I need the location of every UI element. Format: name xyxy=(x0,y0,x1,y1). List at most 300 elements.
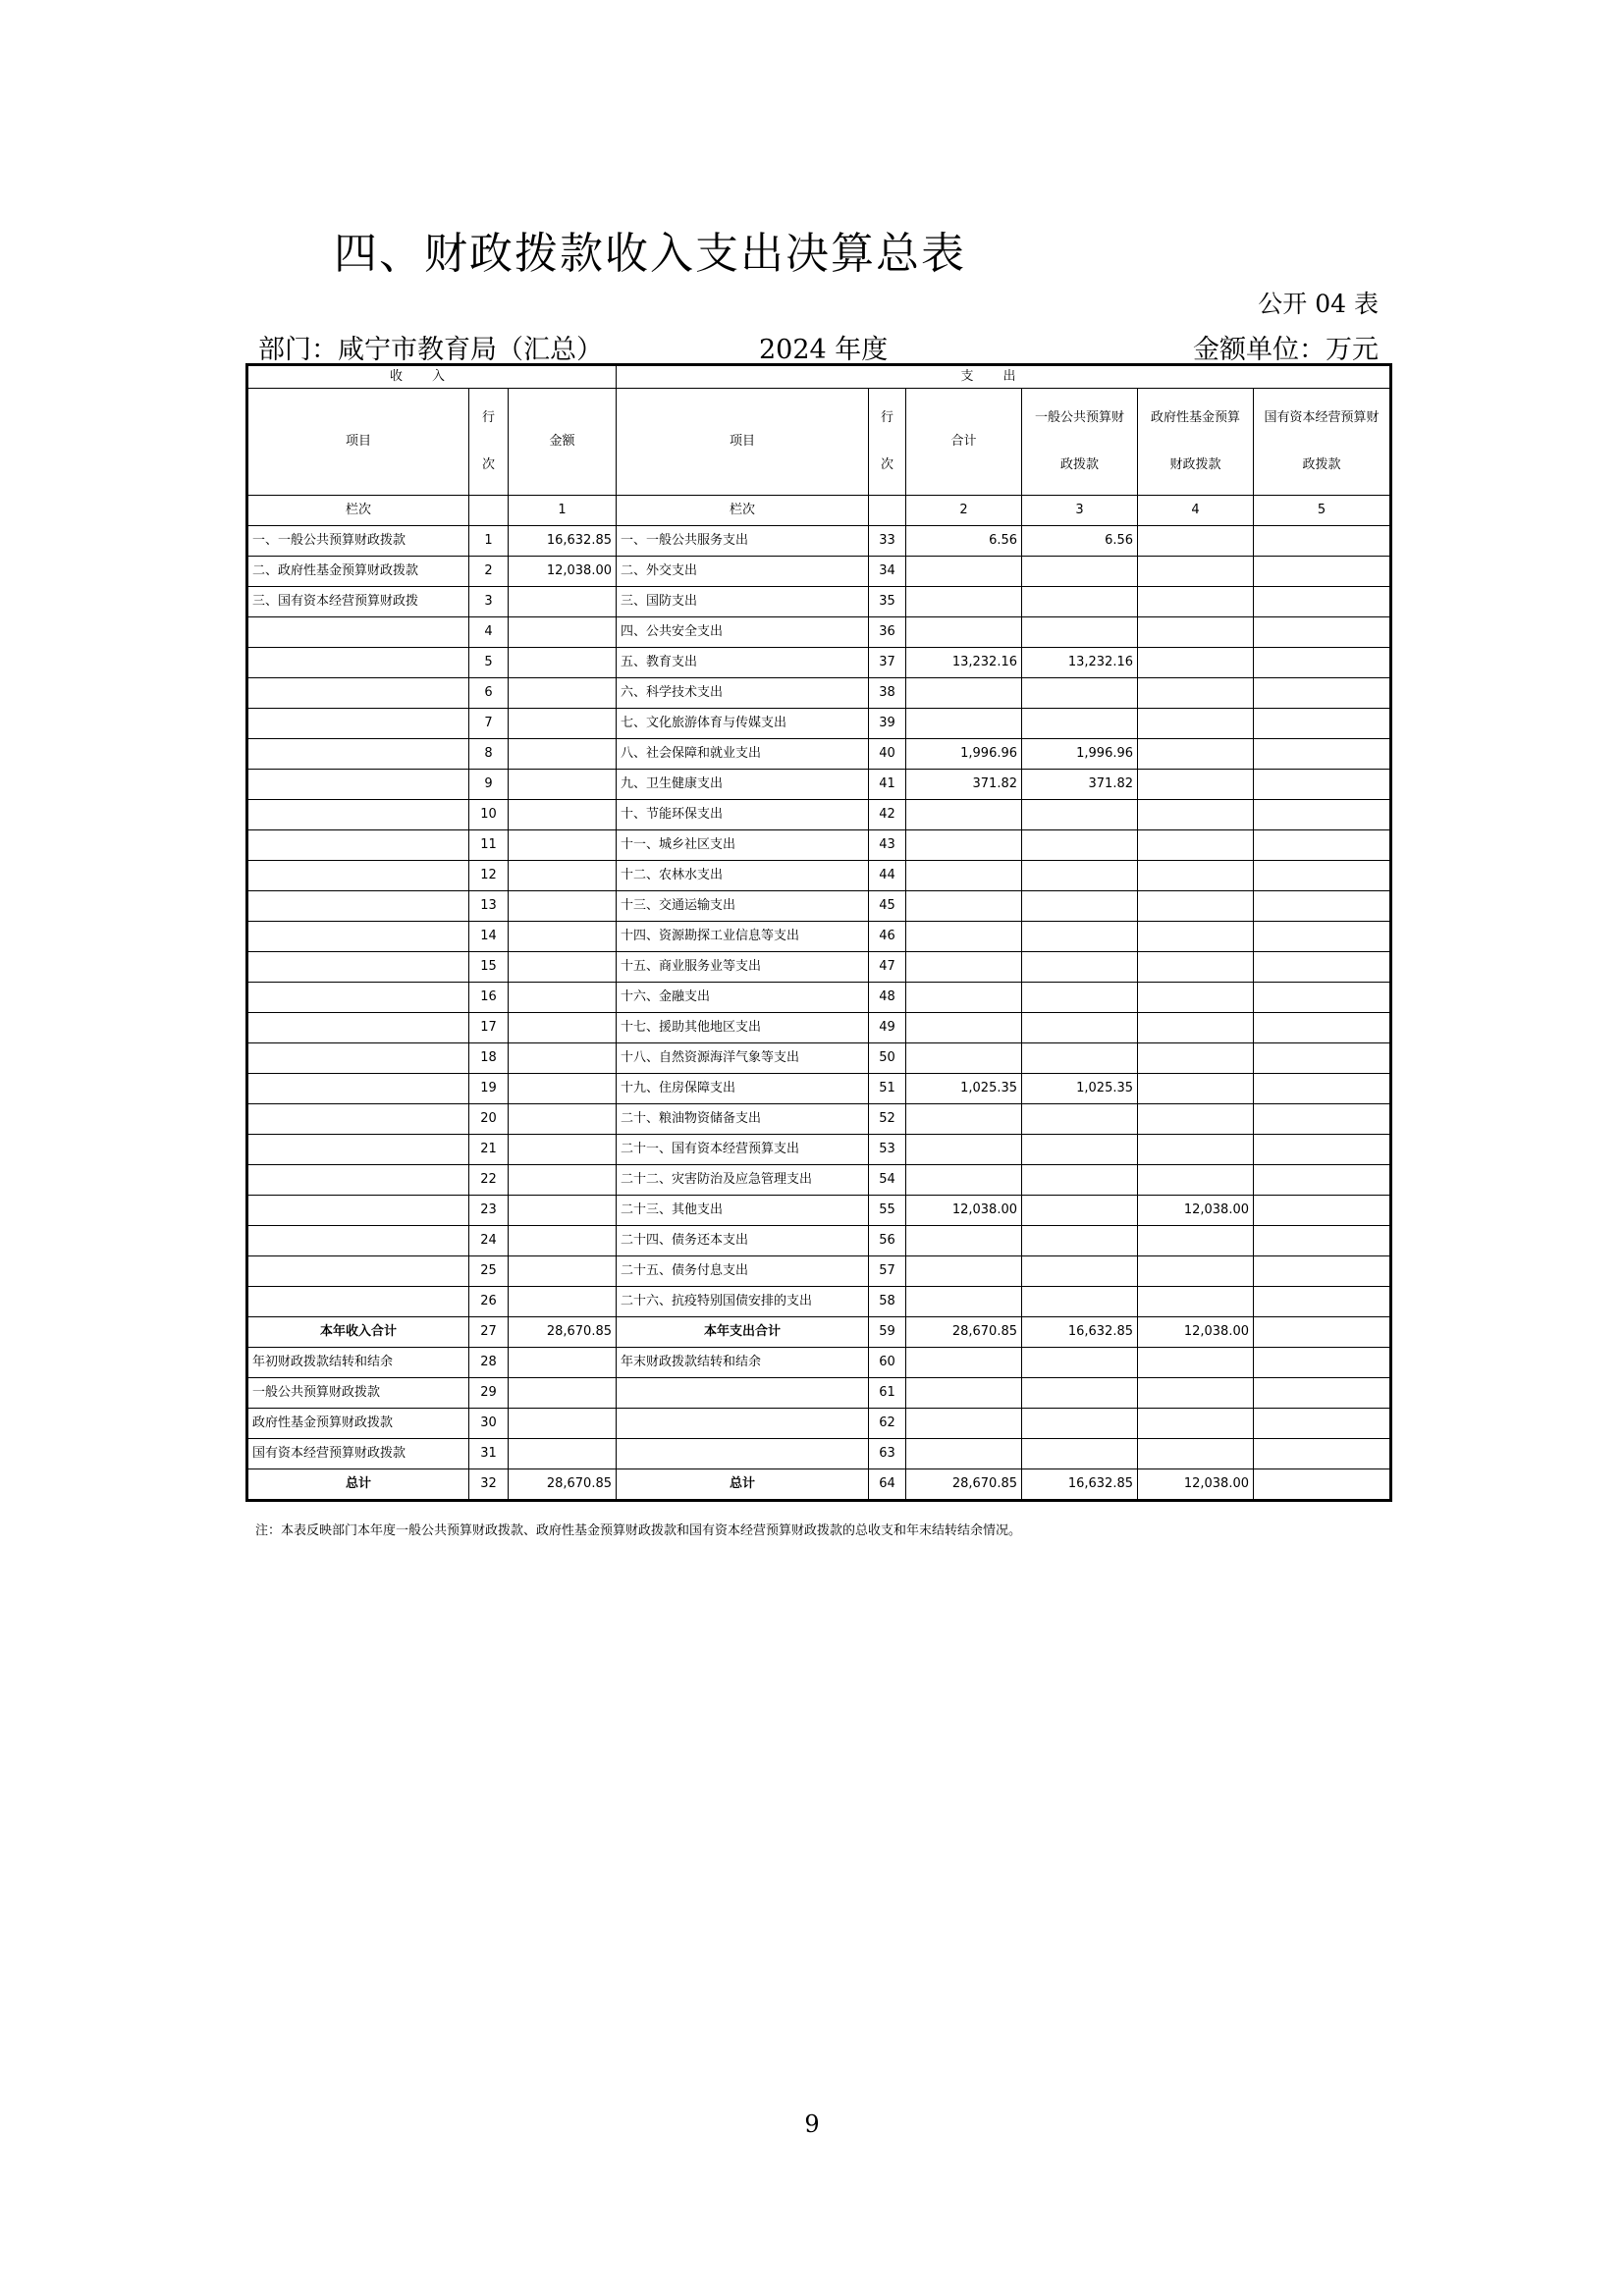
state-capital-amount xyxy=(1254,983,1391,1013)
expense-total xyxy=(906,557,1022,587)
table-row xyxy=(247,1256,1391,1287)
income-item xyxy=(247,983,469,1013)
income-line-number: 7 xyxy=(469,709,509,739)
expense-item: 十二、农林水支出 xyxy=(617,861,869,891)
income-item xyxy=(247,770,469,800)
income-line-number: 25 xyxy=(469,1256,509,1287)
col-label-blank xyxy=(469,496,509,526)
expense-item: 七、文化旅游体育与传媒支出 xyxy=(617,709,869,739)
gov-fund-amount xyxy=(1138,587,1254,617)
expense-line-number: 39 xyxy=(869,709,906,739)
income-item: 年初财政拨款结转和结余 xyxy=(247,1348,469,1378)
expense-line-number: 53 xyxy=(869,1135,906,1165)
income-amount xyxy=(509,952,617,983)
table-row xyxy=(247,1074,1391,1104)
column-number-row xyxy=(247,496,1391,526)
state-capital-amount xyxy=(1254,891,1391,922)
gov-fund-amount: 12,038.00 xyxy=(1138,1469,1254,1501)
income-amount xyxy=(509,1043,617,1074)
income-item xyxy=(247,617,469,648)
income-item xyxy=(247,1043,469,1074)
expense-total: 1,996.96 xyxy=(906,739,1022,770)
expense-item: 十、节能环保支出 xyxy=(617,800,869,830)
state-capital-amount xyxy=(1254,1013,1391,1043)
expense-line-number: 50 xyxy=(869,1043,906,1074)
expense-line-number: 62 xyxy=(869,1409,906,1439)
gov-fund-amount xyxy=(1138,1439,1254,1469)
expense-line-number: 59 xyxy=(869,1317,906,1348)
expense-item xyxy=(617,1378,869,1409)
table-row xyxy=(247,1135,1391,1165)
expense-item: 十四、资源勘探工业信息等支出 xyxy=(617,922,869,952)
income-amount xyxy=(509,830,617,861)
income-item: 一、一般公共预算财政拨款 xyxy=(247,526,469,557)
income-line-number: 24 xyxy=(469,1226,509,1256)
expense-line-number: 48 xyxy=(869,983,906,1013)
gov-fund-amount xyxy=(1138,983,1254,1013)
expense-item xyxy=(617,1439,869,1469)
expense-line-number: 46 xyxy=(869,922,906,952)
table-row xyxy=(247,1409,1391,1439)
income-item xyxy=(247,1135,469,1165)
expense-line-number: 47 xyxy=(869,952,906,983)
col-header-state-capital: 国有资本经营预算财政拨款 xyxy=(1254,389,1391,496)
expense-total xyxy=(906,830,1022,861)
income-line-number: 13 xyxy=(469,891,509,922)
income-line-number: 26 xyxy=(469,1287,509,1317)
state-capital-amount xyxy=(1254,587,1391,617)
income-section-header: 收入 xyxy=(247,365,617,389)
income-item xyxy=(247,739,469,770)
expense-line-number: 54 xyxy=(869,1165,906,1196)
expense-item: 年末财政拨款结转和结余 xyxy=(617,1348,869,1378)
expense-item: 九、卫生健康支出 xyxy=(617,770,869,800)
income-line-number: 29 xyxy=(469,1378,509,1409)
general-budget-amount xyxy=(1022,891,1138,922)
income-line-number: 27 xyxy=(469,1317,509,1348)
state-capital-amount xyxy=(1254,1287,1391,1317)
general-budget-amount xyxy=(1022,678,1138,709)
col-label-blank xyxy=(869,496,906,526)
state-capital-amount xyxy=(1254,1043,1391,1074)
income-item xyxy=(247,709,469,739)
general-budget-amount xyxy=(1022,1013,1138,1043)
col-header-general-budget: 一般公共预算财政拨款 xyxy=(1022,389,1138,496)
table-row xyxy=(247,739,1391,770)
expense-line-number: 42 xyxy=(869,800,906,830)
col-header-expense-item: 项目 xyxy=(617,389,869,496)
expense-item: 总计 xyxy=(617,1469,869,1501)
income-line-number: 2 xyxy=(469,557,509,587)
gov-fund-amount xyxy=(1138,1043,1254,1074)
gov-fund-amount xyxy=(1138,1104,1254,1135)
income-amount xyxy=(509,1378,617,1409)
income-item: 三、国有资本经营预算财政拨 xyxy=(247,587,469,617)
state-capital-amount xyxy=(1254,1165,1391,1196)
expense-line-number: 60 xyxy=(869,1348,906,1378)
income-line-number: 21 xyxy=(469,1135,509,1165)
general-budget-amount: 1,025.35 xyxy=(1022,1074,1138,1104)
income-amount xyxy=(509,770,617,800)
state-capital-amount xyxy=(1254,922,1391,952)
general-budget-amount xyxy=(1022,1439,1138,1469)
expense-total xyxy=(906,1256,1022,1287)
general-budget-amount xyxy=(1022,1043,1138,1074)
expense-item: 二、外交支出 xyxy=(617,557,869,587)
gov-fund-amount xyxy=(1138,648,1254,678)
column-header-row xyxy=(247,389,1391,496)
income-item: 本年收入合计 xyxy=(247,1317,469,1348)
state-capital-amount xyxy=(1254,1409,1391,1439)
general-budget-amount xyxy=(1022,557,1138,587)
state-capital-amount xyxy=(1254,1226,1391,1256)
expense-item: 十三、交通运输支出 xyxy=(617,891,869,922)
gov-fund-amount xyxy=(1138,557,1254,587)
income-line-number: 12 xyxy=(469,861,509,891)
expense-line-number: 41 xyxy=(869,770,906,800)
income-amount xyxy=(509,1074,617,1104)
expense-line-number: 58 xyxy=(869,1287,906,1317)
expense-item: 四、公共安全支出 xyxy=(617,617,869,648)
expense-item: 二十二、灾害防治及应急管理支出 xyxy=(617,1165,869,1196)
income-line-number: 23 xyxy=(469,1196,509,1226)
income-item xyxy=(247,648,469,678)
expense-item: 十九、住房保障支出 xyxy=(617,1074,869,1104)
expense-total xyxy=(906,1378,1022,1409)
expense-total: 28,670.85 xyxy=(906,1317,1022,1348)
general-budget-amount xyxy=(1022,1287,1138,1317)
state-capital-amount xyxy=(1254,1469,1391,1501)
table-row xyxy=(247,1104,1391,1135)
state-capital-amount xyxy=(1254,557,1391,587)
income-amount xyxy=(509,1104,617,1135)
expense-section-header: 支出 xyxy=(617,365,1391,389)
page-title: 四、财政拨款收入支出决算总表 xyxy=(334,229,966,279)
expense-line-number: 34 xyxy=(869,557,906,587)
general-budget-amount: 16,632.85 xyxy=(1022,1469,1138,1501)
income-item: 总计 xyxy=(247,1469,469,1501)
income-line-number: 11 xyxy=(469,830,509,861)
general-budget-amount xyxy=(1022,1378,1138,1409)
gov-fund-amount xyxy=(1138,1074,1254,1104)
expense-line-number: 51 xyxy=(869,1074,906,1104)
state-capital-amount xyxy=(1254,1317,1391,1348)
expense-line-number: 56 xyxy=(869,1226,906,1256)
income-amount xyxy=(509,1409,617,1439)
general-budget-amount xyxy=(1022,861,1138,891)
income-line-number: 14 xyxy=(469,922,509,952)
state-capital-amount xyxy=(1254,709,1391,739)
income-amount xyxy=(509,1287,617,1317)
gov-fund-amount xyxy=(1138,617,1254,648)
table-row xyxy=(247,1013,1391,1043)
income-item xyxy=(247,1256,469,1287)
income-amount: 16,632.85 xyxy=(509,526,617,557)
expense-total xyxy=(906,983,1022,1013)
gov-fund-amount xyxy=(1138,1409,1254,1439)
income-line-number: 20 xyxy=(469,1104,509,1135)
fiscal-appropriation-table xyxy=(245,363,1392,1502)
col-number-5: 5 xyxy=(1254,496,1391,526)
table-row xyxy=(247,617,1391,648)
income-line-number: 28 xyxy=(469,1348,509,1378)
general-budget-amount xyxy=(1022,983,1138,1013)
expense-total xyxy=(906,1439,1022,1469)
expense-item: 一、一般公共服务支出 xyxy=(617,526,869,557)
expense-line-number: 45 xyxy=(869,891,906,922)
income-line-number: 22 xyxy=(469,1165,509,1196)
income-item xyxy=(247,861,469,891)
amount-unit: 金额单位：万元 xyxy=(1193,335,1379,365)
expense-total: 13,232.16 xyxy=(906,648,1022,678)
expense-item: 二十、粮油物资储备支出 xyxy=(617,1104,869,1135)
table-row xyxy=(247,1043,1391,1074)
expense-line-number: 36 xyxy=(869,617,906,648)
table-row xyxy=(247,770,1391,800)
income-item: 国有资本经营预算财政拨款 xyxy=(247,1439,469,1469)
general-budget-amount xyxy=(1022,1409,1138,1439)
gov-fund-amount xyxy=(1138,770,1254,800)
expense-total xyxy=(906,952,1022,983)
expense-item: 五、教育支出 xyxy=(617,648,869,678)
col-label-left: 栏次 xyxy=(247,496,469,526)
gov-fund-amount xyxy=(1138,739,1254,770)
income-line-number: 8 xyxy=(469,739,509,770)
table-row xyxy=(247,648,1391,678)
income-amount xyxy=(509,1348,617,1378)
state-capital-amount xyxy=(1254,1104,1391,1135)
gov-fund-amount xyxy=(1138,526,1254,557)
income-amount xyxy=(509,739,617,770)
gov-fund-amount xyxy=(1138,1287,1254,1317)
general-budget-amount xyxy=(1022,1196,1138,1226)
table-row xyxy=(247,1317,1391,1348)
state-capital-amount xyxy=(1254,617,1391,648)
expense-line-number: 49 xyxy=(869,1013,906,1043)
general-budget-amount: 6.56 xyxy=(1022,526,1138,557)
income-amount xyxy=(509,678,617,709)
income-line-number: 30 xyxy=(469,1409,509,1439)
income-amount xyxy=(509,861,617,891)
income-amount xyxy=(509,891,617,922)
expense-item: 十一、城乡社区支出 xyxy=(617,830,869,861)
expense-total xyxy=(906,1165,1022,1196)
income-item: 二、政府性基金预算财政拨款 xyxy=(247,557,469,587)
expense-total: 371.82 xyxy=(906,770,1022,800)
state-capital-amount xyxy=(1254,739,1391,770)
gov-fund-amount xyxy=(1138,1378,1254,1409)
income-item xyxy=(247,830,469,861)
general-budget-amount: 16,632.85 xyxy=(1022,1317,1138,1348)
general-budget-amount xyxy=(1022,922,1138,952)
income-item xyxy=(247,1226,469,1256)
income-line-number: 10 xyxy=(469,800,509,830)
expense-line-number: 61 xyxy=(869,1378,906,1409)
expense-total xyxy=(906,1226,1022,1256)
income-line-number: 5 xyxy=(469,648,509,678)
expense-total: 6.56 xyxy=(906,526,1022,557)
table-row xyxy=(247,983,1391,1013)
table-row xyxy=(247,709,1391,739)
state-capital-amount xyxy=(1254,1135,1391,1165)
col-number-4: 4 xyxy=(1138,496,1254,526)
income-amount xyxy=(509,1165,617,1196)
gov-fund-amount xyxy=(1138,1226,1254,1256)
table-note: 注：本表反映部门本年度一般公共预算财政拨款、政府性基金预算财政拨款和国有资本经营预算财政拨款的总收支和年末结转结余情况。 xyxy=(255,1523,1022,1538)
income-item: 一般公共预算财政拨款 xyxy=(247,1378,469,1409)
general-budget-amount xyxy=(1022,1256,1138,1287)
general-budget-amount xyxy=(1022,830,1138,861)
col-header-amount: 金额 xyxy=(509,389,617,496)
general-budget-amount xyxy=(1022,709,1138,739)
gov-fund-amount xyxy=(1138,952,1254,983)
general-budget-amount xyxy=(1022,617,1138,648)
col-number-2: 2 xyxy=(906,496,1022,526)
expense-item: 二十三、其他支出 xyxy=(617,1196,869,1226)
fiscal-year: 2024 年度 xyxy=(759,335,889,365)
state-capital-amount xyxy=(1254,830,1391,861)
income-line-number: 1 xyxy=(469,526,509,557)
state-capital-amount xyxy=(1254,770,1391,800)
expense-item: 二十五、债务付息支出 xyxy=(617,1256,869,1287)
col-header-income-line: 行次 xyxy=(469,389,509,496)
income-item xyxy=(247,891,469,922)
expense-line-number: 33 xyxy=(869,526,906,557)
form-code: 公开 04 表 xyxy=(1258,290,1379,318)
expense-total: 1,025.35 xyxy=(906,1074,1022,1104)
expense-line-number: 55 xyxy=(869,1196,906,1226)
expense-total xyxy=(906,891,1022,922)
gov-fund-amount xyxy=(1138,1256,1254,1287)
state-capital-amount xyxy=(1254,861,1391,891)
expense-total xyxy=(906,709,1022,739)
col-number-3: 3 xyxy=(1022,496,1138,526)
expense-total xyxy=(906,1043,1022,1074)
table-row xyxy=(247,1378,1391,1409)
expense-line-number: 35 xyxy=(869,587,906,617)
expense-total xyxy=(906,1013,1022,1043)
table-row xyxy=(247,678,1391,709)
income-item xyxy=(247,1196,469,1226)
state-capital-amount xyxy=(1254,800,1391,830)
income-amount xyxy=(509,617,617,648)
col-header-total: 合计 xyxy=(906,389,1022,496)
gov-fund-amount xyxy=(1138,1013,1254,1043)
income-line-number: 6 xyxy=(469,678,509,709)
income-line-number: 4 xyxy=(469,617,509,648)
gov-fund-amount: 12,038.00 xyxy=(1138,1196,1254,1226)
general-budget-amount xyxy=(1022,800,1138,830)
gov-fund-amount xyxy=(1138,800,1254,830)
income-amount xyxy=(509,922,617,952)
income-line-number: 9 xyxy=(469,770,509,800)
table-row xyxy=(247,1469,1391,1501)
income-item xyxy=(247,800,469,830)
expense-total xyxy=(906,1135,1022,1165)
table-row xyxy=(247,557,1391,587)
income-amount xyxy=(509,1196,617,1226)
expense-total xyxy=(906,678,1022,709)
income-amount xyxy=(509,983,617,1013)
expense-item: 十八、自然资源海洋气象等支出 xyxy=(617,1043,869,1074)
state-capital-amount xyxy=(1254,1378,1391,1409)
income-line-number: 19 xyxy=(469,1074,509,1104)
expense-line-number: 63 xyxy=(869,1439,906,1469)
state-capital-amount xyxy=(1254,952,1391,983)
col-header-gov-fund: 政府性基金预算财政拨款 xyxy=(1138,389,1254,496)
state-capital-amount xyxy=(1254,1256,1391,1287)
income-amount xyxy=(509,648,617,678)
income-amount: 28,670.85 xyxy=(509,1317,617,1348)
income-line-number: 31 xyxy=(469,1439,509,1469)
department-label: 部门：咸宁市教育局（汇总） xyxy=(258,335,603,365)
state-capital-amount xyxy=(1254,1439,1391,1469)
income-amount xyxy=(509,587,617,617)
expense-total xyxy=(906,1104,1022,1135)
table-row xyxy=(247,1226,1391,1256)
expense-item: 六、科学技术支出 xyxy=(617,678,869,709)
expense-item: 二十六、抗疫特别国债安排的支出 xyxy=(617,1287,869,1317)
general-budget-amount xyxy=(1022,1348,1138,1378)
expense-item: 十七、援助其他地区支出 xyxy=(617,1013,869,1043)
col-number-1: 1 xyxy=(509,496,617,526)
income-item xyxy=(247,922,469,952)
income-amount: 12,038.00 xyxy=(509,557,617,587)
expense-item: 十六、金融支出 xyxy=(617,983,869,1013)
expense-item xyxy=(617,1409,869,1439)
table-row xyxy=(247,861,1391,891)
income-item xyxy=(247,952,469,983)
table-row xyxy=(247,587,1391,617)
expense-total xyxy=(906,922,1022,952)
expense-total xyxy=(906,800,1022,830)
gov-fund-amount xyxy=(1138,861,1254,891)
general-budget-amount xyxy=(1022,1135,1138,1165)
general-budget-amount xyxy=(1022,587,1138,617)
gov-fund-amount xyxy=(1138,1348,1254,1378)
table-row xyxy=(247,891,1391,922)
general-budget-amount xyxy=(1022,952,1138,983)
gov-fund-amount xyxy=(1138,922,1254,952)
income-line-number: 18 xyxy=(469,1043,509,1074)
expense-total xyxy=(906,861,1022,891)
expense-total: 12,038.00 xyxy=(906,1196,1022,1226)
income-item xyxy=(247,1013,469,1043)
table-row xyxy=(247,1165,1391,1196)
expense-item: 二十四、债务还本支出 xyxy=(617,1226,869,1256)
expense-total xyxy=(906,587,1022,617)
income-amount xyxy=(509,1135,617,1165)
income-amount xyxy=(509,800,617,830)
table-row xyxy=(247,830,1391,861)
expense-item: 本年支出合计 xyxy=(617,1317,869,1348)
general-budget-amount: 371.82 xyxy=(1022,770,1138,800)
expense-line-number: 44 xyxy=(869,861,906,891)
col-label-right: 栏次 xyxy=(617,496,869,526)
expense-line-number: 37 xyxy=(869,648,906,678)
gov-fund-amount xyxy=(1138,709,1254,739)
expense-line-number: 38 xyxy=(869,678,906,709)
general-budget-amount xyxy=(1022,1104,1138,1135)
income-line-number: 32 xyxy=(469,1469,509,1501)
table-row xyxy=(247,1348,1391,1378)
table-row xyxy=(247,922,1391,952)
gov-fund-amount xyxy=(1138,678,1254,709)
state-capital-amount xyxy=(1254,678,1391,709)
state-capital-amount xyxy=(1254,1074,1391,1104)
expense-item: 八、社会保障和就业支出 xyxy=(617,739,869,770)
income-amount xyxy=(509,1226,617,1256)
